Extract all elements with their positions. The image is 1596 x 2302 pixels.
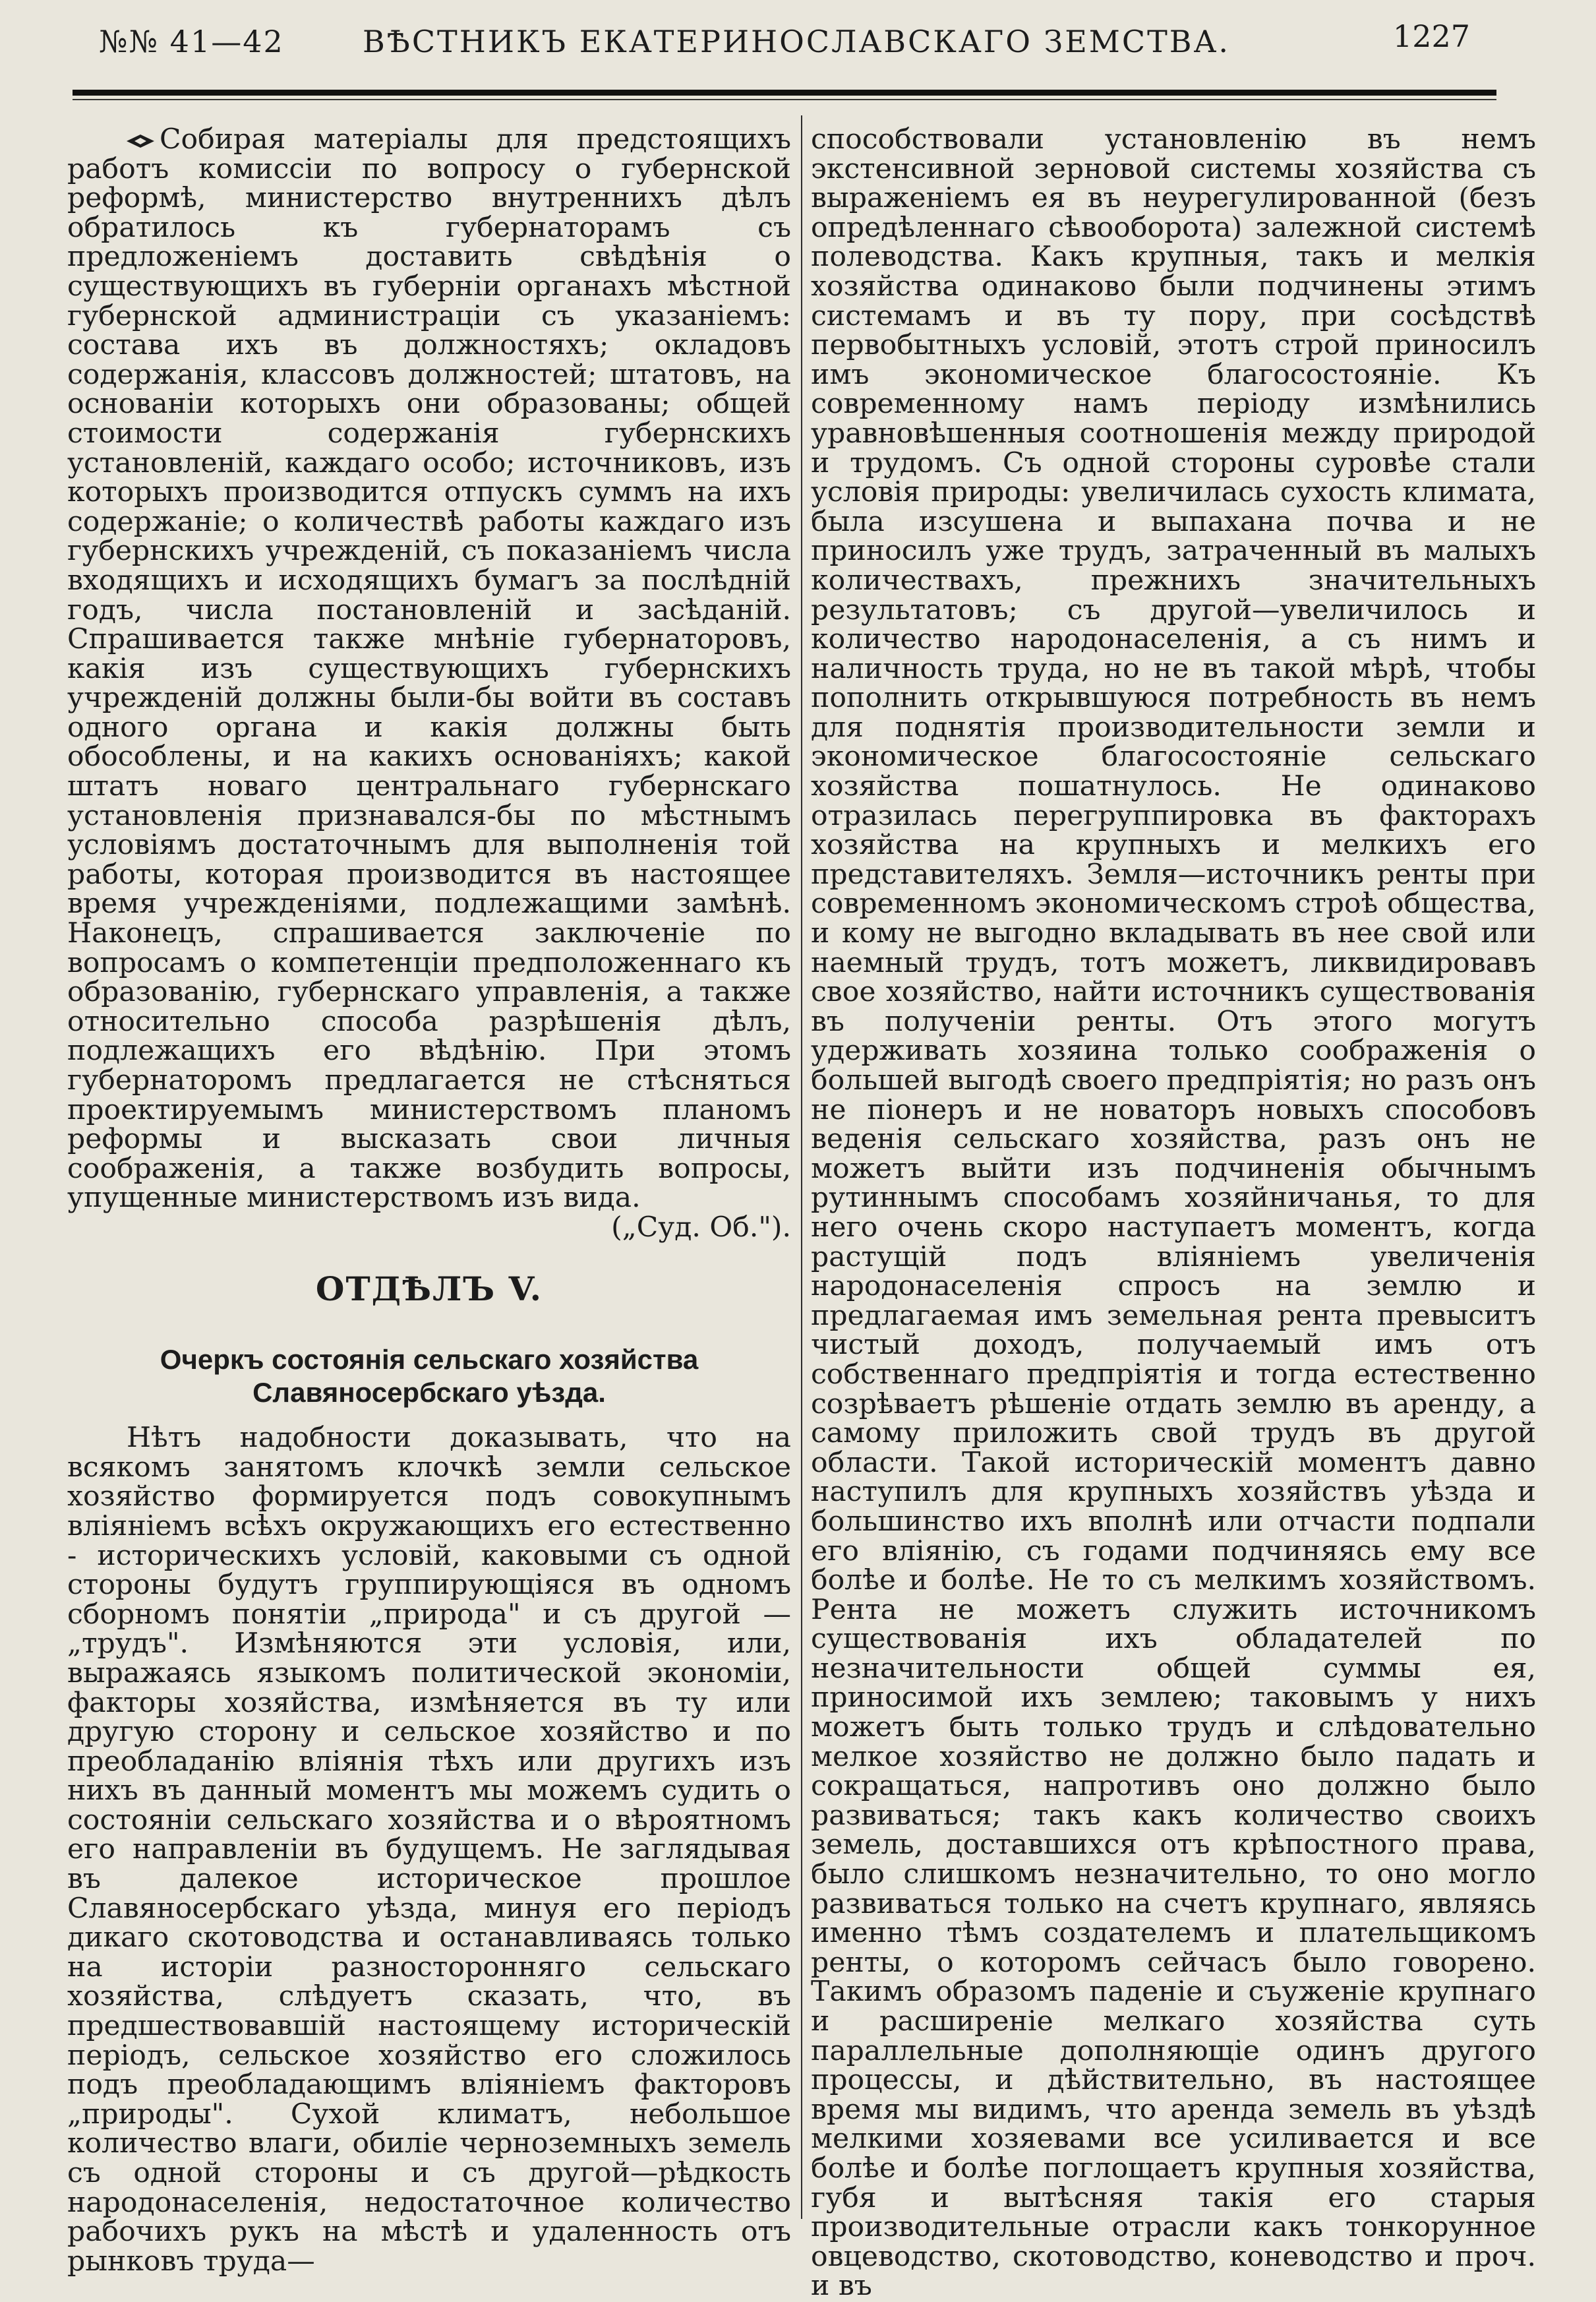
notice-source: („Суд. Об."). xyxy=(611,1211,791,1244)
section-title: ОТДѢЛЪ V. xyxy=(315,1269,543,1308)
page-header xyxy=(99,18,1470,71)
article-title: Очеркъ состоянія сельскаго хозяйства Славяносербскаго уѣзда. xyxy=(160,1344,699,1408)
notice-text: Собирая матеріалы для предстоящихъ работъ комиссіи по вопросу о губернской реформѣ, министерство внутреннихъ дѣлъ обратилось къ губернаторамъ съ предложеніемъ доставить свѣдѣнія о существующихъ въ губерніи органахъ мѣстной губернской администраціи съ указаніемъ: состава ихъ въ должностяхъ; окладовъ содержанія, классовъ должностей; штатовъ, на основаніи которыхъ они образованы; общей стоимости содержанія губернскихъ установленій, каждаго особо; источниковъ, изъ которыхъ производится отпускъ суммъ на ихъ содержаніе; о количествѣ работы каждаго изъ губернскихъ учрежденій, съ показаніемъ числа входящихъ и исходящихъ бумагъ за послѣдній годъ, числа постановленій и засѣданій. Спрашивается также мнѣніе губернаторовъ, какія изъ существующихъ губернскихъ учрежденій должны были-бы войти въ составъ одного органа и какія должны быть обособлены, и на какихъ основаніяхъ; какой штатъ новаго центральнаго губернскаго установленія признавался-бы по мѣстнымъ условіямъ достаточнымъ для выполненія той работы, которая производится въ настоящее время учрежденіями, подлежащими замѣнѣ. Наконецъ, спрашивается заключеніе по вопросамъ о компетенціи предположеннаго къ образованію, губернскаго управленія, а также относительно способа разрѣшенія дѣлъ, подлежащихъ его вѣдѣнію. При этомъ губернаторомъ предлагается не стѣсняться проектируемымъ министерствомъ планомъ реформы и высказать свои личныя соображенія, а также возбудить вопросы, упущенные министерствомъ изъ вида. xyxy=(67,123,791,1215)
diamond-bullet-icon xyxy=(127,134,154,148)
issue-number: №№ 41—42 xyxy=(99,24,284,59)
header-rule-thin xyxy=(73,99,1496,100)
right-column xyxy=(811,125,1536,2301)
journal-title: ВѢСТНИКЪ ЕКАТЕРИНОСЛАВСКАГО ЗЕМСТВА. xyxy=(363,24,1231,59)
left-column xyxy=(67,125,791,2276)
header-rule-thick xyxy=(73,90,1496,96)
column-divider xyxy=(801,115,802,2219)
notice-paragraph xyxy=(67,125,791,1213)
article-paragraph: Нѣтъ надобности доказывать, что на всякомъ занятомъ клочкѣ земли сельское хозяйство формируется подъ совокупнымъ вліяніемъ всѣхъ окружающихъ его естественно - историческихъ условій, каковыми съ одной стороны будутъ группирующіяся въ одномъ сборномъ понятіи „природа" и съ другой — „трудъ". Измѣняются эти условія, или, выражаясь языкомъ политической экономіи, факторы хозяйства, измѣняется въ ту или другую сторону и сельское хозяйство и по преобладанію вліянія тѣхъ или другихъ изъ нихъ въ данный моментъ мы можемъ судить о состояніи сельскаго хозяйства и о вѣроятномъ его направленіи въ будущемъ. Не заглядывая въ далекое историческое прошлое Славяносербскаго уѣзда, минуя его періодъ дикаго скотоводства и останавливаясь только на исторіи разносторонняго сельскаго хозяйства, слѣдуетъ сказать, что, въ предшествовавшій настоящему историческій періодъ, сельское хозяйство его сложилось подъ преобладающимъ вліяніемъ факторовъ „природы". Сухой климатъ, небольшое количество влаги, обиліе черноземныхъ земель съ одной стороны и съ другой—рѣдкость народонаселенія, недостаточное количество рабочихъ рукъ на мѣстѣ и удаленность отъ рынковъ труда— xyxy=(67,1422,791,2278)
article-continuation: способствовали установленію въ немъ экстенсивной зерновой системы хозяйства съ выраженіемъ ея въ неурегулированной (безъ опредѣленнаго сѣвооборота) залежной системѣ полеводства. Какъ крупныя, такъ и мелкія хозяйства одинаково были подчинены этимъ системамъ и въ ту пору, при сосѣдствѣ первобытныхъ условій, этотъ строй приносилъ имъ экономическое благосостояніе. Къ современному намъ періоду измѣнились уравновѣшенныя соотношенія между природой и трудомъ. Съ одной стороны суровѣе стали условія природы: увеличилась сухость климата, была изсушена и выпахана почва и не приносилъ уже трудъ, затраченный въ малыхъ количествахъ, прежнихъ значительныхъ результатовъ; съ другой—увеличилось и количество народонаселенія, а съ нимъ и наличность труда, но не въ такой мѣрѣ, чтобы пополнить открывшуюся потребность въ немъ для поднятія производительности земли и экономическое благосостояніе сельскаго хозяйства пошатнулось. Не одинаково отразилась перегруппировка въ факторахъ хозяйства на крупныхъ и мелкихъ его представителяхъ. Земля—источникъ ренты при современномъ экономическомъ строѣ общества, и кому не выгодно вкладывать въ нее свой или наемный трудъ, тотъ можетъ, ликвидировавъ свое хозяйство, найти источникъ существованія въ полученіи ренты. Отъ этого могутъ удерживать хозяина только соображенія о большей выгодѣ своего предпріятія; но разъ онъ не піонеръ и не новаторъ новыхъ способовъ веденія сельскаго хозяйства, разъ онъ не можетъ выйти изъ подчиненія обычнымъ рутиннымъ способамъ хозяйничанья, то для него очень скоро наступаетъ моментъ, когда растущій подъ вліяніемъ увеличенія народонаселенія спросъ на землю и предлагаемая имъ земельная рента превыситъ чистый доходъ, получаемый имъ отъ собственнаго предпріятія и тогда естественно созрѣваетъ рѣшеніе отдать землю въ аренду, а самому приложить свой трудъ въ другой области. Такой историческій моментъ давно наступилъ для крупныхъ хозяйствъ уѣзда и большинство ихъ вполнѣ или отчасти подпали его вліянію, съ годами подчиняясь ему все болѣе и болѣе. Не то съ мелкимъ хозяйствомъ. Рента не можетъ служить источникомъ существованія ихъ обладателей по незначительности общей суммы ея, приносимой ихъ землею; таковымъ у нихъ можетъ быть только трудъ и слѣдовательно мелкое хозяйство не должно было падать и сокращаться, напротивъ оно должно было развиваться; такъ какъ количество своихъ земель, доставшихся отъ крѣпостного права, было слишкомъ незначительно, то оно могло развиваться только на счетъ крупнаго, являясь именно тѣмъ создателемъ и плательщикомъ ренты, о которомъ сейчасъ было говорено. Такимъ образомъ паденіе и съуженіе крупнаго и расширеніе мелкаго хозяйства суть параллельные дополняющіе одинъ другого процессы, и дѣйствительно, въ настоящее время мы видимъ, что аренда земель въ уѣздѣ мелкими хозяевами все усиливается и все болѣе и болѣе поглощаетъ крупныя хозяйства, губя и вытѣсняя такія его старыя производительные отрасли какъ тонкорунное овцеводство, скотоводство, коневодство и проч. и въ xyxy=(811,123,1536,2302)
page-number: 1227 xyxy=(1392,18,1470,54)
